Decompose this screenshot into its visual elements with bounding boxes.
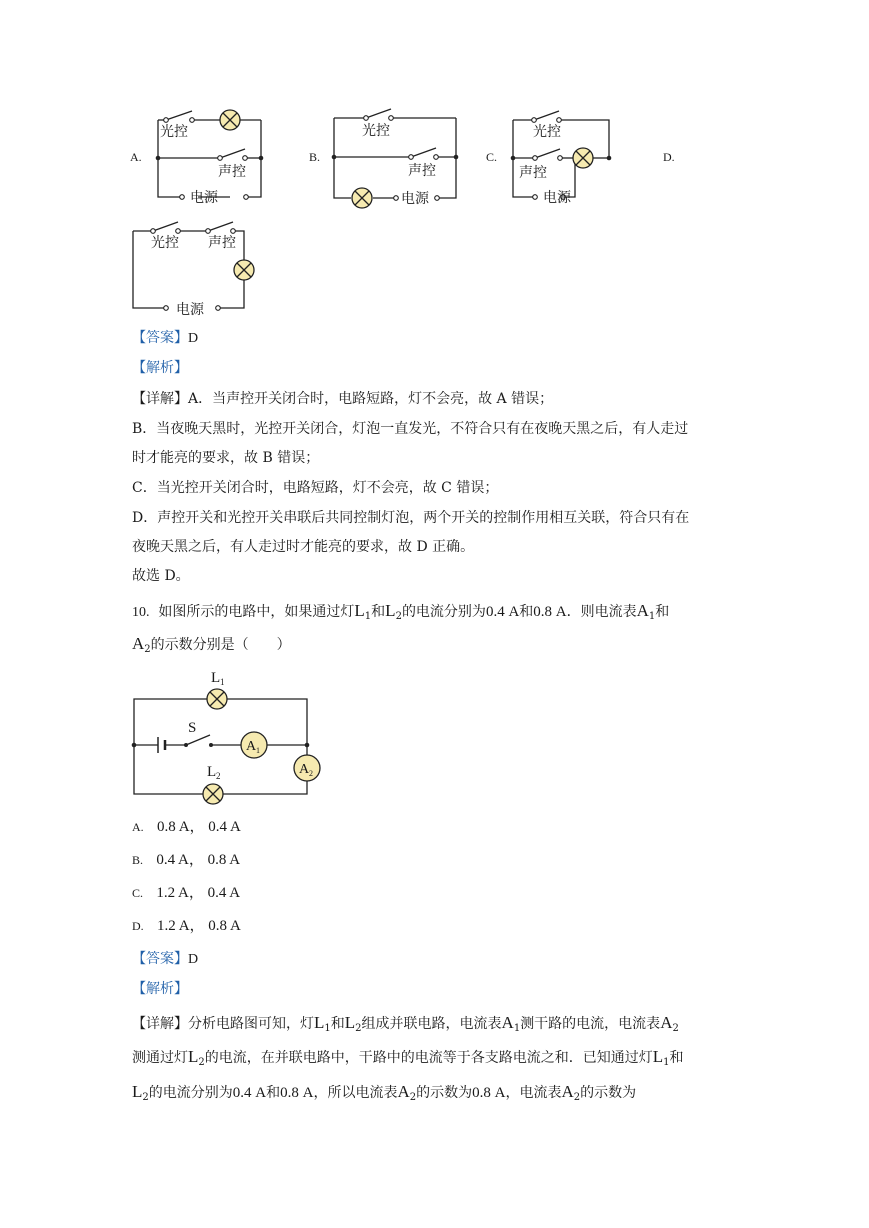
- l2-subscript: 2: [216, 771, 221, 781]
- circuit-diagram-c: [505, 100, 620, 210]
- sound-control-label: 声控: [218, 164, 246, 180]
- l1-label: L: [211, 670, 221, 686]
- power-label: 电源: [176, 302, 204, 318]
- power-label: 电源: [543, 190, 571, 206]
- light-control-label: 光控: [151, 235, 179, 251]
- option-a: A. 0.8 A， 0.4 A: [132, 819, 241, 835]
- analysis-tag: 【解析】: [132, 981, 188, 997]
- battery-icon: [158, 737, 165, 753]
- power-label: 电源: [190, 190, 218, 206]
- detail-line: 夜晚天黑之后，有人走过时才能亮的要求，故 D 正确。: [132, 539, 475, 555]
- conclusion-line: 故选 D。: [132, 568, 190, 584]
- light-control-label: 光控: [160, 124, 188, 140]
- sound-control-label: 声控: [519, 165, 547, 181]
- detail-line: D．声控开关和光控开关串联后共同控制灯泡，两个开关的控制作用相互关联，符合只有在: [132, 510, 690, 526]
- l1-subscript: 1: [220, 677, 225, 687]
- a1-subscript: 1: [256, 746, 260, 755]
- circuit-diagram-b: [326, 100, 466, 215]
- lamp-l2-icon: [203, 784, 223, 804]
- analysis-tag: 【解析】: [132, 360, 188, 376]
- option-b: B. 0.4 A， 0.8 A: [132, 852, 241, 868]
- circuit-diagram-q10: [128, 668, 328, 808]
- detail-line: 时才能亮的要求，故 B 错误；: [132, 450, 320, 466]
- switch-label: S: [188, 720, 197, 736]
- sound-control-label: 声控: [208, 235, 236, 251]
- detail-line: 【详解】分析电路图可知，灯$L_1$和$L_2$组成并联电路，电流表$A_1$测干路的电流，电流表$A_2$: [132, 1013, 679, 1034]
- question-10-stem-line1: 10. 如图所示的电路中，如果通过灯$L_1$和$L_2$的电流分别为0.4 A和0.8 A．则电流表$A_1$和: [132, 601, 670, 622]
- a1-label: A: [246, 739, 257, 754]
- light-control-label: 光控: [362, 123, 390, 139]
- lamp-icon: [573, 148, 593, 168]
- option-c-letter: C.: [486, 150, 498, 164]
- option-d: D. 1.2 A， 0.8 A: [132, 918, 241, 934]
- lamp-l1-icon: [207, 689, 227, 709]
- option-d-letter: D.: [663, 150, 675, 164]
- option-a-letter: A.: [130, 150, 142, 164]
- light-control-label: 光控: [533, 124, 561, 140]
- detail-line: C．当光控开关闭合时，电路短路，灯不会亮，故 C 错误；: [132, 480, 499, 496]
- l2-label: L: [207, 764, 217, 780]
- question-10-stem-line2: $A_2$的示数分别是（ ）: [132, 634, 291, 655]
- lamp-icon: [234, 260, 254, 280]
- option-c: C. 1.2 A， 0.4 A: [132, 885, 241, 901]
- lamp-icon: [220, 110, 240, 130]
- detail-line: $L_2$的电流分别为0.4 A和0.8 A，所以电流表$A_2$的示数为0.8 A，电流表$A_2$的示数为: [132, 1082, 637, 1103]
- answer-line: 【答案】D: [132, 951, 199, 967]
- circuit-diagram-a: [150, 100, 270, 210]
- power-label: 电源: [401, 191, 429, 207]
- detail-line: 测通过灯$L_2$的电流，在并联电路中，干路中的电流等于各支路电流之和．已知通过灯$L_1$和: [132, 1047, 684, 1068]
- a2-label: A: [299, 762, 310, 777]
- a2-subscript: 2: [309, 769, 313, 778]
- option-b-letter: B.: [309, 150, 321, 164]
- answer-line: 【答案】D: [132, 330, 199, 346]
- sound-control-label: 声控: [408, 163, 436, 179]
- detail-line: B．当夜晚天黑时，光控开关闭合，灯泡一直发光，不符合只有在夜晚天黑之后，有人走过: [132, 421, 689, 437]
- detail-line: 【详解】A．当声控开关闭合时，电路短路，灯不会亮，故 A 错误；: [132, 391, 554, 407]
- circuit-diagram-d: [126, 212, 256, 322]
- lamp-icon: [352, 188, 372, 208]
